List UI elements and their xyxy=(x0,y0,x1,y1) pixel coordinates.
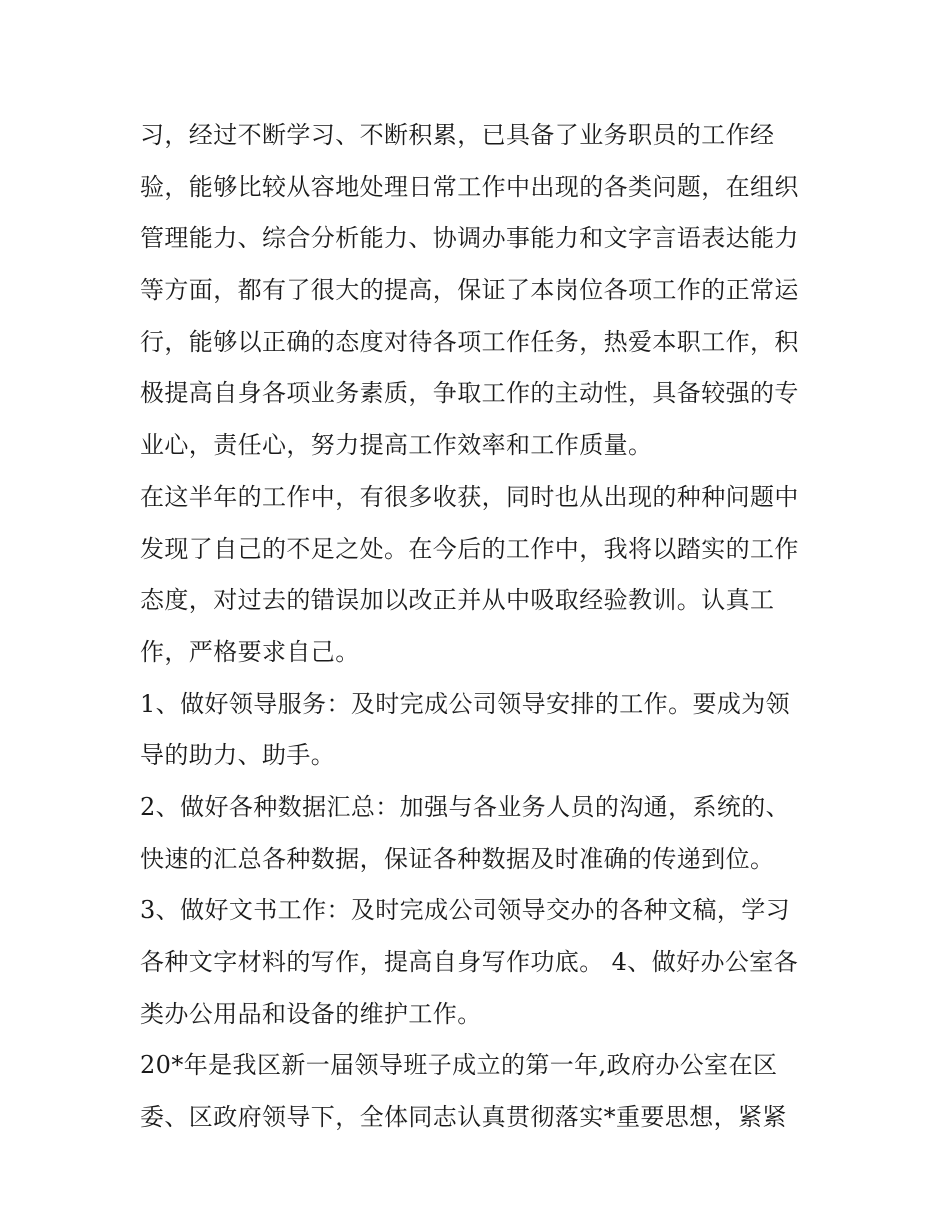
text-line: 类办公用品和设备的维护工作。 xyxy=(140,999,482,1028)
text-line: 导的助力、助手。 xyxy=(140,741,336,770)
text-line: 验，能够比较从容地处理日常工作中出现的各类问题，在组织 xyxy=(140,172,799,201)
text-line: 等方面，都有了很大的提高，保证了本岗位各项工作的正常运 xyxy=(140,276,799,305)
text-line: 极提高自身各项业务素质，争取工作的主动性，具备较强的专 xyxy=(140,379,799,408)
text-line: 20*年是我区新一届领导班子成立的第一年,政府办公室在区 xyxy=(140,1051,778,1080)
text-line: 快速的汇总各种数据，保证各种数据及时准确的传递到位。 xyxy=(140,844,775,873)
document-body xyxy=(140,110,820,1144)
list-item: 1、做好领导服务：及时完成公司领导安排的工作。要成为领 xyxy=(140,689,791,718)
text-line: 业心，责任心，努力提高工作效率和工作质量。 xyxy=(140,431,653,460)
text-line: 行，能够以正确的态度对待各项工作任务，热爱本职工作，积 xyxy=(140,327,799,356)
list-item: 2、做好各种数据汇总：加强与各业务人员的沟通，系统的、 xyxy=(140,792,791,821)
text-line: 在这半年的工作中，有很多收获，同时也从出现的种种问题中 xyxy=(140,482,799,511)
list-item: 3、做好文书工作：及时完成公司领导交办的各种文稿，学习 xyxy=(140,896,791,925)
text-line: 作，严格要求自己。 xyxy=(140,637,360,666)
text-line: 习，经过不断学习、不断积累，已具备了业务职员的工作经 xyxy=(140,121,775,149)
text-line: 管理能力、综合分析能力、协调办事能力和文字言语表达能力 xyxy=(140,224,799,253)
text-line: 发现了自己的不足之处。在今后的工作中，我将以踏实的工作 xyxy=(140,534,799,563)
text-line: 各种文字材料的写作，提高自身写作功底。 4、做好办公室各 xyxy=(140,948,799,976)
text-line: 态度，对过去的错误加以改正并从中吸取经验教训。认真工 xyxy=(140,586,775,615)
text-line: 委、区政府领导下，全体同志认真贯彻落实*重要思想，紧紧 xyxy=(140,1103,787,1132)
